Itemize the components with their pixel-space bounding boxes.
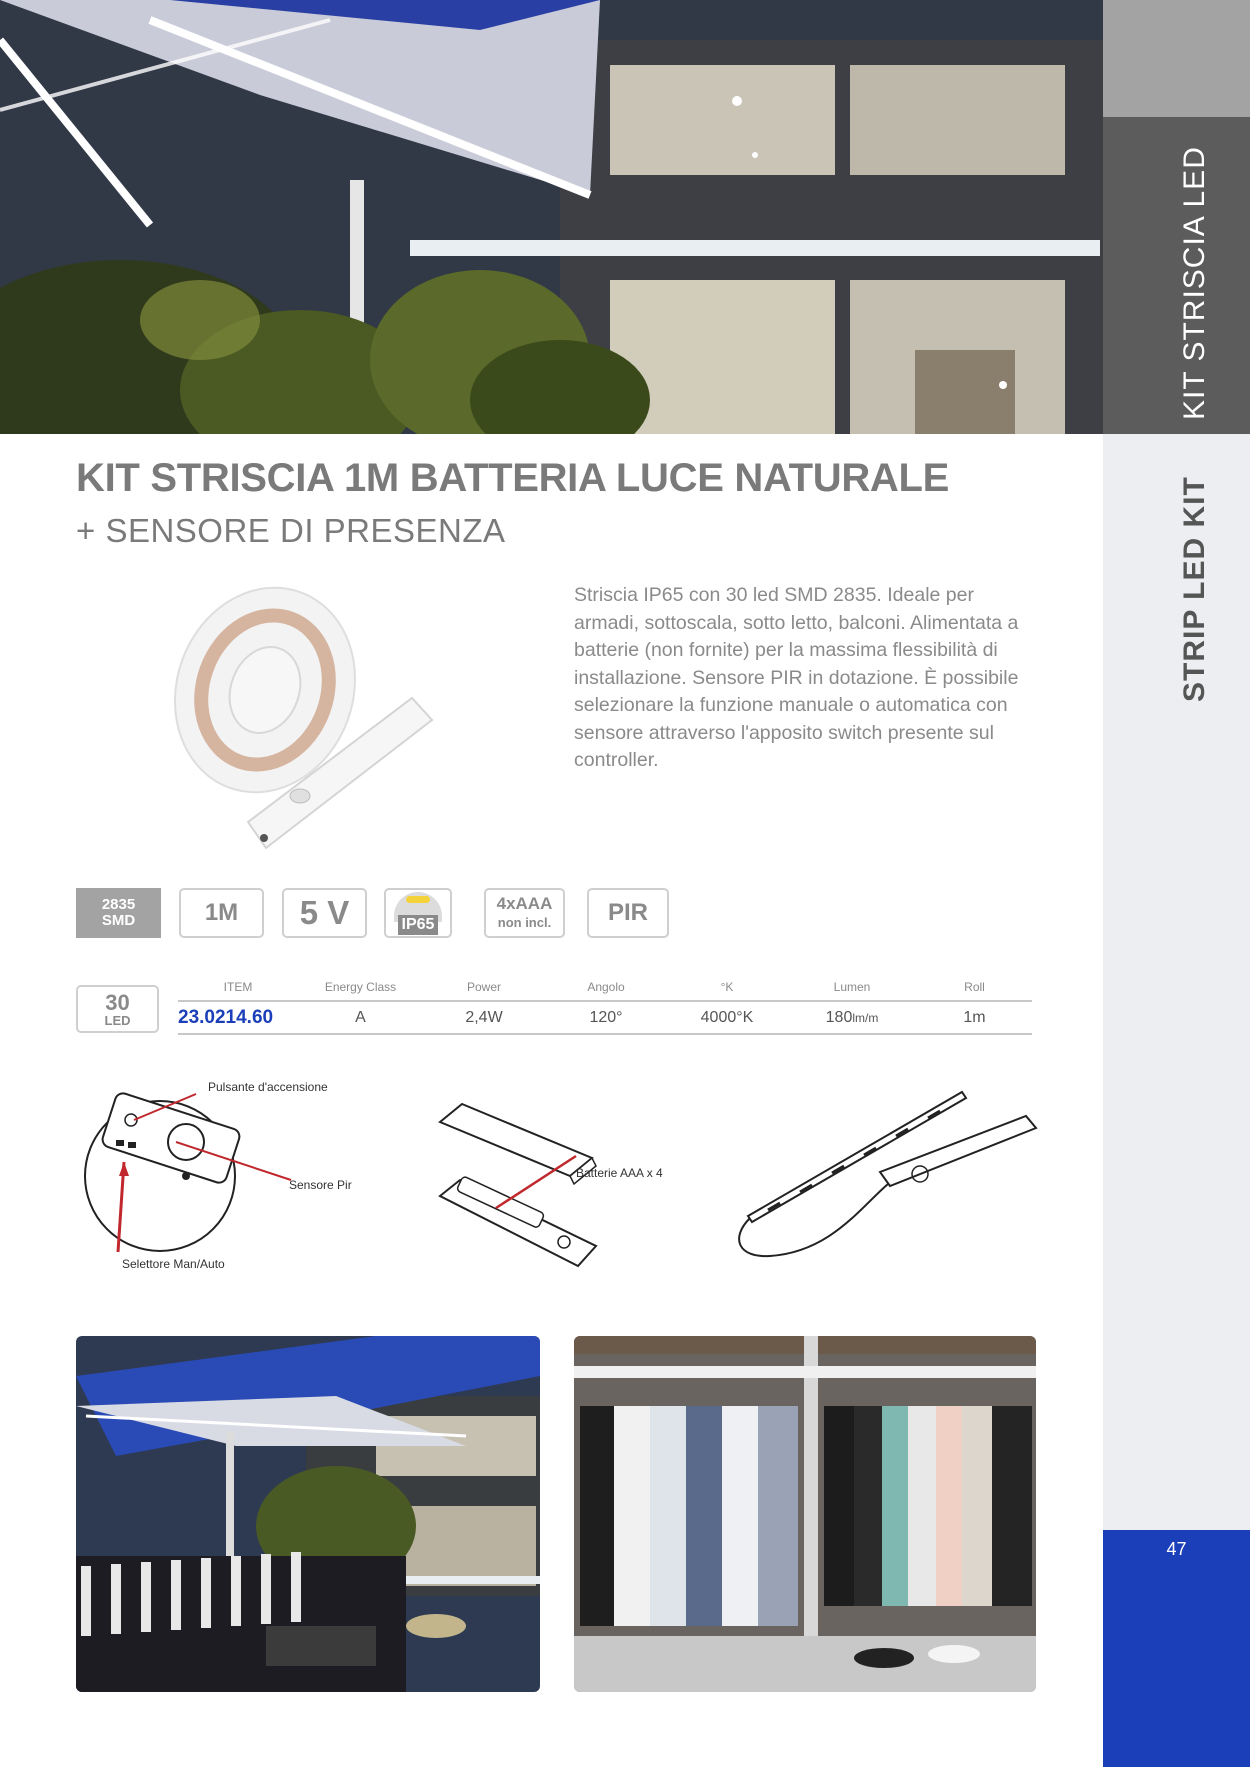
energy-class-value: A (355, 1008, 366, 1026)
page-title: KIT STRISCIA 1M BATTERIA LUCE NATURALE (76, 456, 950, 500)
sidebar-label-it: KIT STRISCIA LED (1178, 146, 1211, 420)
length-value: 1M (204, 899, 239, 926)
spec-table (178, 974, 1032, 1035)
roll-value: 1m (963, 1008, 986, 1026)
ip-light-shape (406, 896, 430, 903)
header-power: Power (466, 980, 501, 994)
table-row (178, 1002, 1032, 1035)
label-selector: Selettore Man/Auto (122, 1257, 225, 1271)
smd-icon (76, 888, 161, 938)
header-roll: Roll (964, 980, 985, 994)
hero-photo (0, 0, 1103, 434)
header-kelvin: °K (720, 980, 734, 994)
label-batteries: Batterie AAA x 4 (576, 1166, 663, 1180)
battery-type: 4xAAA (496, 894, 553, 913)
led-count-badge (76, 985, 159, 1033)
sidebar-blue-block (1103, 1530, 1250, 1767)
lumen-unit: lm/m (852, 1010, 879, 1025)
header-energy-class: Energy Class (324, 980, 397, 994)
voltage-value: 5 V (299, 894, 350, 931)
lumen-value (787, 1009, 917, 1027)
pir-label: PIR (607, 899, 648, 926)
led-count: 30 (105, 989, 130, 1015)
battery-icon (484, 888, 565, 938)
product-description: Striscia IP65 con 30 led SMD 2835. Ideale per armadi, sottoscala, sotto letto, balconi. Alimentata a batterie (non fornite) per la massima flessibilità di installazione. Sensore PIR in dotazione. È possibile selezionare la funzione manuale o automatica con sensore attraverso l'apposito switch presente sul controller. (574, 584, 1019, 771)
kelvin-value: 4000°K (700, 1008, 754, 1026)
strip-connection-diagram (720, 1088, 1040, 1268)
battery-diagram (436, 1100, 606, 1290)
sidebar-dark-block (1103, 117, 1250, 434)
page-subtitle: + SENSORE DI PRESENZA (76, 512, 506, 549)
ip-label: IP65 (398, 915, 439, 935)
smd-type: 2835 (101, 896, 136, 913)
pir-icon (587, 888, 669, 938)
wardrobe-photo (574, 1336, 1036, 1692)
voltage-icon (282, 888, 367, 938)
lumen-number: 180 (825, 1008, 853, 1026)
header-item: ITEM (223, 980, 253, 994)
label-power-button: Pulsante d'accensione (208, 1080, 328, 1094)
sidebar-label-en: STRIP LED KIT (1178, 476, 1211, 702)
table-header (178, 974, 1032, 1002)
sidebar (1103, 0, 1250, 1767)
label-pir-sensor: Sensore Pir (289, 1178, 352, 1192)
angle-value: 120° (589, 1008, 623, 1026)
terrace-photo (76, 1336, 540, 1692)
header-lumen: Lumen (833, 980, 871, 994)
length-icon (179, 888, 264, 938)
ip65-icon (384, 888, 452, 938)
item-code: 23.0214.60 (178, 1006, 274, 1028)
page-number: 47 (1166, 1539, 1187, 1559)
product-image (170, 560, 460, 860)
led-unit: LED (104, 1012, 131, 1028)
battery-note: non incl. (497, 915, 552, 930)
smd-label: SMD (101, 912, 136, 929)
sidebar-top-block (1103, 0, 1250, 117)
power-value: 2,4W (465, 1008, 503, 1026)
header-angle: Angolo (587, 980, 625, 994)
